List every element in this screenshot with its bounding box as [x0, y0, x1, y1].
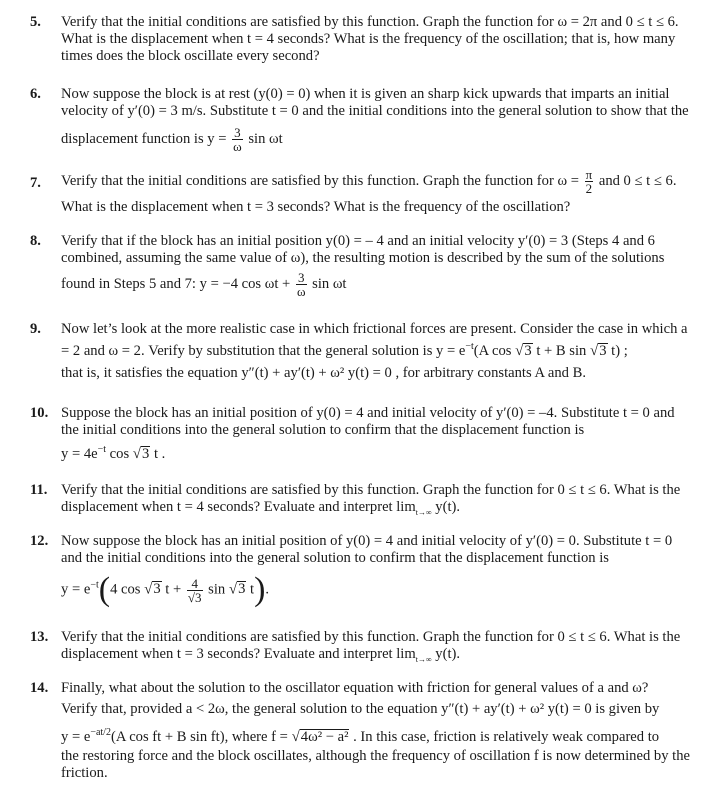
item-13	[30, 629, 694, 668]
item-number: 14.	[30, 680, 49, 696]
formula-part: t +	[161, 581, 185, 598]
exponent: −t	[97, 444, 107, 455]
fraction-denominator: ω	[233, 139, 242, 154]
formula-suffix: t) ;	[607, 342, 628, 359]
item-text-line: the restoring force and the block oscillates, although the frequency of oscillation f is now determined by the	[61, 747, 690, 764]
item-number: 13.	[30, 629, 49, 645]
formula-prefix: y = e	[61, 728, 91, 745]
formula-suffix: sin ωt	[308, 275, 347, 292]
item-5	[30, 14, 694, 65]
formula-prefix: displacement function is y =	[61, 130, 231, 147]
limit-subscript: t→∞	[415, 507, 432, 517]
item-6	[30, 86, 694, 153]
item-text-line: Verify that if the block has an initial position y(0) = – 4 and an initial velocity y′(0) = 3 (Steps 4 and 6	[61, 233, 655, 249]
item-formula-line	[61, 646, 694, 668]
item-11	[30, 482, 694, 521]
sqrt-radicand: 3	[599, 342, 607, 359]
item-text-line: Verify that the initial conditions are satisfied by this function. Graph the function for 0 ≤ t ≤ 6. What is the	[61, 629, 681, 645]
item-text-line: velocity of y′(0) = 3 m/s. Substitute t = 0 and the initial conditions into the general solution to show that the	[61, 103, 689, 119]
item-10	[30, 405, 694, 463]
fraction-denominator: √3	[187, 589, 202, 605]
item-8	[30, 233, 694, 298]
formula-suffix: and 0 ≤ t ≤ 6.	[595, 172, 677, 189]
item-formula-line: $y = e^{-at/2}(A$ cos ft + B sin ft), where f = √4ω² − a² . In this case, friction is relatively weak compared to	[61, 727, 660, 745]
item-number: 12.	[30, 533, 49, 549]
fraction	[585, 168, 594, 195]
item-formula-line: $y = e^{-t}(4$ cos √3 t + $\frac{4}{√3}$ sin √3 t).	[61, 571, 270, 608]
formula-part: (A cos	[473, 342, 516, 359]
fraction	[187, 577, 203, 604]
item-9	[30, 321, 694, 382]
item-number: 10.	[30, 405, 49, 421]
item-text-line: Verify that the initial conditions are satisfied by this function. Graph the function for ω = 2π and 0 ≤ t ≤ 6.	[61, 14, 679, 30]
formula-prefix: y = 4e	[61, 445, 98, 462]
fraction-numerator: 4	[187, 577, 203, 591]
formula-prefix: y = e	[61, 581, 91, 598]
fraction-denominator: ω	[296, 284, 306, 299]
item-number: 11.	[30, 482, 48, 498]
item-number: 7.	[30, 175, 41, 191]
sqrt-radicand: 3	[238, 581, 246, 598]
sqrt-radicand: 3	[142, 445, 150, 462]
item-formula-line: $y = 4e^{-t}$ cos √3 t .	[61, 444, 166, 462]
item-formula-line	[61, 499, 694, 521]
formula-prefix: found in Steps 5 and 7: y = −4 cos ωt +	[61, 275, 294, 292]
item-text-line: Suppose the block has an initial position of y(0) = 4 and initial velocity of y′(0) = –4. Substitute t = 0 and	[61, 405, 675, 421]
item-number: 8.	[30, 233, 41, 249]
item-text-line: that is, it satisfies the equation y″(t) + ay′(t) + ω² y(t) = 0 , for arbitrary constants A and B.	[61, 364, 586, 381]
formula-part: cos	[106, 445, 133, 462]
item-text-line: What is the displacement when t = 4 seconds? What is the frequency of the oscillation; that is, how many	[61, 31, 676, 47]
formula-part: t + B sin	[532, 342, 590, 359]
exponent: −at/2	[90, 727, 111, 738]
item-text-line: Verify that, provided a < 2ω, the general solution to the equation y″(t) + ay′(t) + ω² y(t) = 0 is given by	[61, 701, 660, 717]
item-text-line: friction.	[61, 764, 108, 781]
item-14	[30, 680, 694, 782]
formula-part: (A cos ft + B sin ft), where f =	[110, 728, 292, 745]
formula-suffix: sin ωt	[244, 130, 283, 147]
fraction-denominator: 2	[585, 181, 593, 196]
formula-suffix: y(t).	[431, 499, 461, 515]
fraction-numerator: 3	[296, 271, 307, 285]
formula-suffix: t .	[150, 445, 166, 462]
left-paren: (	[98, 571, 111, 608]
item-text-line: Now let’s look at the more realistic case in which frictional forces are present. Consider the case in which a	[61, 321, 688, 337]
formula-prefix: displacement when t = 4 seconds? Evaluate and interpret lim	[61, 499, 416, 515]
formula-suffix: t	[246, 581, 255, 598]
item-formula-line	[61, 126, 694, 153]
item-number: 9.	[30, 321, 41, 337]
item-text-line: Now suppose the block has an initial position of y(0) = 4 and initial velocity of y′(0) = 0. Substitute t = 0	[61, 533, 673, 549]
item-7	[30, 168, 694, 216]
item-text-line: combined, assuming the same value of ω), the resulting motion is described by the sum of the solutions	[61, 250, 665, 266]
fraction-numerator: 3	[232, 126, 243, 140]
exponent: −t	[90, 579, 99, 591]
item-number: 5.	[30, 14, 41, 30]
item-formula-line: = 2 and ω = 2. Verify by substitution that the general solution is $y = e^{-t}(A$ cos √3 t + B sin √3 t) ;	[61, 341, 628, 359]
item-number: 6.	[30, 86, 41, 102]
item-12	[30, 533, 694, 608]
formula-suffix: y(t).	[431, 646, 461, 662]
item-text-line: Finally, what about the solution to the oscillator equation with friction for general values of a and ω?	[61, 680, 649, 696]
formula-prefix: = 2 and ω = 2. Verify by substitution that the general solution is y = e	[61, 342, 466, 359]
item-text-line: Verify that the initial conditions are satisfied by this function. Graph the function for 0 ≤ t ≤ 6. What is the	[61, 482, 681, 498]
formula-suffix: . In this case, friction is relatively weak compared to	[349, 728, 660, 745]
item-text-line: times does the block oscillate every second?	[61, 48, 320, 64]
sqrt-radicand: 4ω² − a²	[300, 728, 349, 745]
right-paren: )	[254, 571, 266, 608]
formula-prefix: Verify that the initial conditions are satisfied by this function. Graph the function for ω =	[61, 172, 583, 189]
item-text-line: What is the displacement when t = 3 seconds? What is the frequency of the oscillation?	[61, 199, 571, 215]
exponent: −t	[465, 341, 474, 352]
fraction	[296, 271, 307, 298]
formula-part: sin	[204, 581, 229, 598]
fraction-numerator: π	[585, 167, 593, 182]
item-text-line: Now suppose the block is at rest (y(0) = 0) when it is given an sharp kick upwards that imparts an initial	[61, 86, 670, 102]
item-formula-line	[61, 168, 694, 195]
limit-subscript: t→∞	[415, 654, 432, 664]
sqrt-radicand: 3	[153, 581, 161, 598]
item-text-line: the initial conditions into the general solution to confirm that the displacement function is	[61, 422, 585, 438]
formula-prefix: displacement when t = 3 seconds? Evaluate and interpret lim	[61, 646, 416, 662]
item-text-line: and the initial conditions into the general solution to confirm that the displacement function is	[61, 550, 609, 566]
item-formula-line	[61, 271, 694, 298]
formula-part: 4 cos	[110, 581, 145, 598]
fraction	[232, 126, 243, 153]
sqrt-radicand: 3	[524, 342, 532, 359]
